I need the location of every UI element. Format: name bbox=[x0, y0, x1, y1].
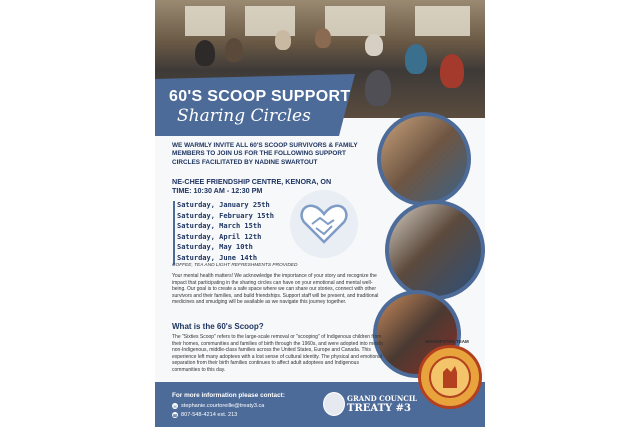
photo-circle-2 bbox=[385, 200, 485, 300]
phone-icon: ☎ bbox=[172, 412, 178, 418]
phone-line bbox=[172, 412, 237, 418]
grand-council-logo bbox=[323, 392, 345, 416]
person-figure bbox=[225, 38, 243, 62]
badge-label: WHOMPSTER TEAM bbox=[425, 339, 469, 344]
refreshments-note: COFFEE, TEA AND LIGHT REFRESHMENTS PROVIDED bbox=[172, 263, 298, 268]
window-shape bbox=[185, 6, 225, 36]
person-figure bbox=[195, 40, 215, 66]
email-link[interactable]: stephanie.courtoreille@treaty3.ca bbox=[181, 403, 265, 409]
org-name-line2: TREATY #3 bbox=[347, 403, 411, 414]
sixties-scoop-paragraph: The "Sixties Scoop" refers to the large-scale removal or "scooping" of Indigenous children from their homes, communities and families of birth through the 1960s, and were adopted into mostly non-Indigenous, middle-class families across the United States, Europe and Canada. This experience left many adoptees with a lost sense of cultural identity. The physical and emotional separation from their birth families continues to affect adult adoptees and Indigenous communities to this day. bbox=[172, 334, 384, 373]
invitation-text: WE WARMLY INVITE ALL 60'S SCOOP SURVIVORS & FAMILY MEMBERS TO JOIN US FOR THE FOLLOWING SUPPORT CIRCLES FACILITATED BY NADINE SWARTOUT bbox=[172, 142, 358, 166]
date-item: Saturday, June 14th bbox=[177, 253, 258, 262]
team-badge-logo bbox=[418, 345, 482, 409]
email-icon: ✉ bbox=[173, 403, 177, 409]
venue-time: TIME: 10:30 AM - 12:30 PM bbox=[172, 186, 263, 195]
person-figure bbox=[405, 44, 427, 74]
date-item: Saturday, May 10th bbox=[177, 243, 253, 251]
date-item: Saturday, January 25th bbox=[177, 201, 270, 209]
window-shape bbox=[325, 6, 385, 36]
person-figure bbox=[440, 54, 464, 88]
heart-handshake-icon bbox=[290, 190, 358, 258]
date-item: Saturday, March 15th bbox=[177, 222, 262, 230]
mental-health-paragraph: Your mental health matters! We acknowledge the importance of your story and recognize the impact that participating in the sharing circles can have on your emotional and mental well-being. Our goal is to create a safe space where we can share our stories, connect with other survivors and their families, and build friendships. Support staff will be present, and traditional medicines and smudging will be available as we navigate this journey together. bbox=[172, 273, 379, 305]
person-figure bbox=[315, 28, 331, 48]
org-name-line1: GRAND COUNCIL bbox=[347, 394, 418, 403]
date-list bbox=[177, 200, 274, 263]
section-heading: What is the 60's Scoop? bbox=[172, 322, 264, 331]
person-figure bbox=[365, 70, 391, 106]
photo-circle-1 bbox=[377, 112, 471, 206]
contact-heading: For more information please contact: bbox=[172, 392, 285, 399]
phone-number: 807-548-4214 ext. 213 bbox=[181, 412, 238, 418]
person-figure bbox=[275, 30, 291, 50]
email-line bbox=[172, 403, 264, 409]
dates-accent-bar bbox=[173, 201, 175, 265]
date-item: Saturday, February 15th bbox=[177, 211, 274, 220]
poster-title: 60'S SCOOP SUPPORT bbox=[169, 88, 351, 105]
event-poster bbox=[155, 0, 485, 427]
poster-subtitle: Sharing Circles bbox=[177, 106, 311, 126]
window-shape bbox=[415, 6, 470, 36]
date-item: Saturday, April 12th bbox=[177, 232, 262, 241]
person-figure bbox=[365, 34, 383, 56]
venue-location: NE-CHEE FRIENDSHIP CENTRE, KENORA, ON bbox=[172, 177, 332, 186]
